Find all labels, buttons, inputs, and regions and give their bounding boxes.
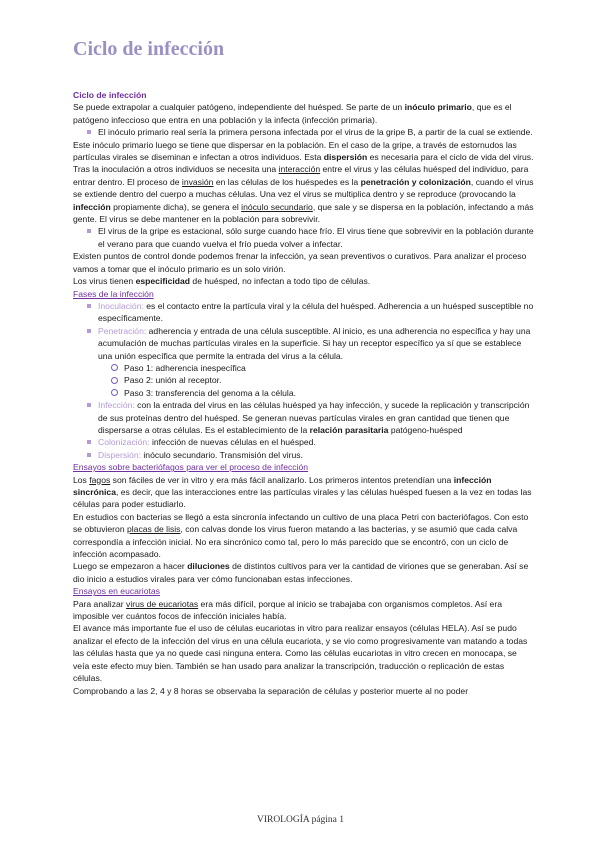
paragraph: El avance más importante fue el uso de células eucariotas in vitro para realizar ensayos (células HELA). Así se pudo analizar el efecto de la infección del virus en una célula eucariota, y se vio como progresivamente van matando a todas las células hasta que ya no quede casi ninguna entera. Como las células eucariotas in vitro crecen en monocapa, se veía este efecto muy bien. También se han usado para analizar la transcripción, traducción o replicación de estas células. <box>73 623 528 684</box>
paragraph: En estudios con bacterias se llegó a esta sincronía infectando un cultivo de una placa Petri con bacteriófagos. Con esto se obtuvieron placas de lisis, con calvas donde los virus fueron matando a las bacterias, y se asumió que cada calva correspondía a infección inicial. No era sincrónico como tal, pero lo más parecido que se encontró, con un ciclo de infección acompasado. <box>73 511 529 560</box>
phases-list <box>73 300 535 461</box>
page-footer: VIROLOGÍA página 1 <box>256 815 345 825</box>
paragraph: Luego se empezaron a hacer diluciones de distintos cultivos para ver la cantidad de viriones que se generaban. Así se dio inicio a estudios virales para ver cómo funcionaban estas infecciones. <box>73 561 529 584</box>
paragraph: Existen puntos de control donde podemos frenar la infección, ya sean preventivos o curativos. Para analizar el proceso vamos a tomar que el inóculo primario es un solo virión. <box>73 251 527 274</box>
steps-list <box>98 362 535 399</box>
paragraph: Se puede extrapolar a cualquier patógeno, independiente del huésped. Se parte de un inóculo primario, que es el patógeno infeccioso que entra en una población y la infecta (infección primaria). <box>73 102 512 125</box>
phase-item-penetracion: Penetración: adherencia y entrada de una célula susceptible. Al inicio, es una adherencia no específica y hay una acumulación de muchas partículas virales en la superficie. Si hay un receptor específico ya sí que se establece una unión específica que permite la entrada del virus a la célula. Paso 1: adherencia inespecífica Paso 2: unión al receptor. Paso 3: transferencia del genoma a la célula. <box>98 325 535 399</box>
section-link-ensayos-eucariotas[interactable]: Ensayos en eucariotas <box>73 586 160 597</box>
phase-item-infeccion: Infección: con la entrada del virus en las células huésped ya hay infección, y sucede la replicación y transcripción de sus proteínas dentro del huésped. Se generan nuevas partículas virales en gran cantidad que tienen que dispersarse a otras células. Es el establecimiento de la relación parasitaria patógeno-huésped <box>98 399 535 436</box>
section-link-ensayos-bacteriofagos[interactable]: Ensayos sobre bacteriófagos para ver el proceso de infección <box>73 462 309 473</box>
bullet-item: El virus de la gripe es estacional, sólo surge cuando hace frío. El virus tiene que sobrevivir en la población durante el verano para que cuando vuelva el frío pueda volver a infectar. <box>98 226 534 249</box>
document-body <box>73 89 535 697</box>
section-link-fases[interactable]: Fases de la infección <box>73 288 154 299</box>
step-item: Paso 2: unión al receptor. <box>124 374 535 386</box>
paragraph: Los fagos son fáciles de ver in vitro y era más fácil analizarlo. Los primeros intentos pretendían una infección sincrónica, es decir, que las interacciones entre las partículas virales y las células huésped fuesen a la vez en todas las células para poder estudiarlo. <box>73 474 532 510</box>
page-title: Ciclo de infección <box>73 38 225 60</box>
paragraph: Los virus tienen especificidad de huésped, no infectan a todo tipo de células. <box>73 276 371 287</box>
phase-item-inoculacion: Inoculación: es el contacto entre la partícula viral y la célula del huésped. Adherencia a un huésped susceptible no específicamente. <box>98 300 534 324</box>
bullet-item: El inóculo primario real sería la primera persona infectada por el virus de la gripe B, a partir de la cual se extiende. <box>98 126 535 138</box>
paragraph: Comprobando a las 2, 4 y 8 horas se observaba la separación de células y posterior muerte al no poder <box>73 685 469 696</box>
bullet-list <box>73 126 535 138</box>
phase-item-dispersion: Dispersión: inóculo secundario. Transmisión del virus. <box>98 449 535 461</box>
paragraph: Para analizar virus de eucariotas era más difícil, porque al inicio se trabajaba con organismos completos. Así era imposible ver cuántos focos de infección iniciales había. <box>73 598 502 622</box>
phase-item-colonizacion: Colonización: infección de nuevas células en el huésped. <box>98 436 535 448</box>
paragraph: Este inóculo primario luego se tiene que dispersar en la población. En el caso de la gripe, a través de estornudos las partículas virales se diseminan e infectan a otros individuos. Esta dispersión es necesaria para el ciclo de vida del virus. <box>73 139 534 163</box>
step-item: Paso 1: adherencia inespecífica <box>124 362 535 374</box>
bullet-list <box>73 225 535 250</box>
section-heading-ciclo: Ciclo de infección <box>73 90 147 100</box>
step-item: Paso 3: transferencia del genoma a la célula. <box>124 387 535 399</box>
paragraph: Tras la inoculación a otros individuos se necesita una interacción entre el virus y las células huésped del individuo, para entrar dentro. El proceso de invasión en las células de los huéspedes es la penetración y colonización, cuando el virus se extiende dentro del cuerpo a muchas células. Una vez el virus se multiplica dentro y se reproduce (provocando la infección propiamente dicha), se genera el inóculo secundario, que sale y se dispersa en la población, infectando a más gente. El virus se debe mantener en la población para sobrevivir. <box>73 164 534 225</box>
